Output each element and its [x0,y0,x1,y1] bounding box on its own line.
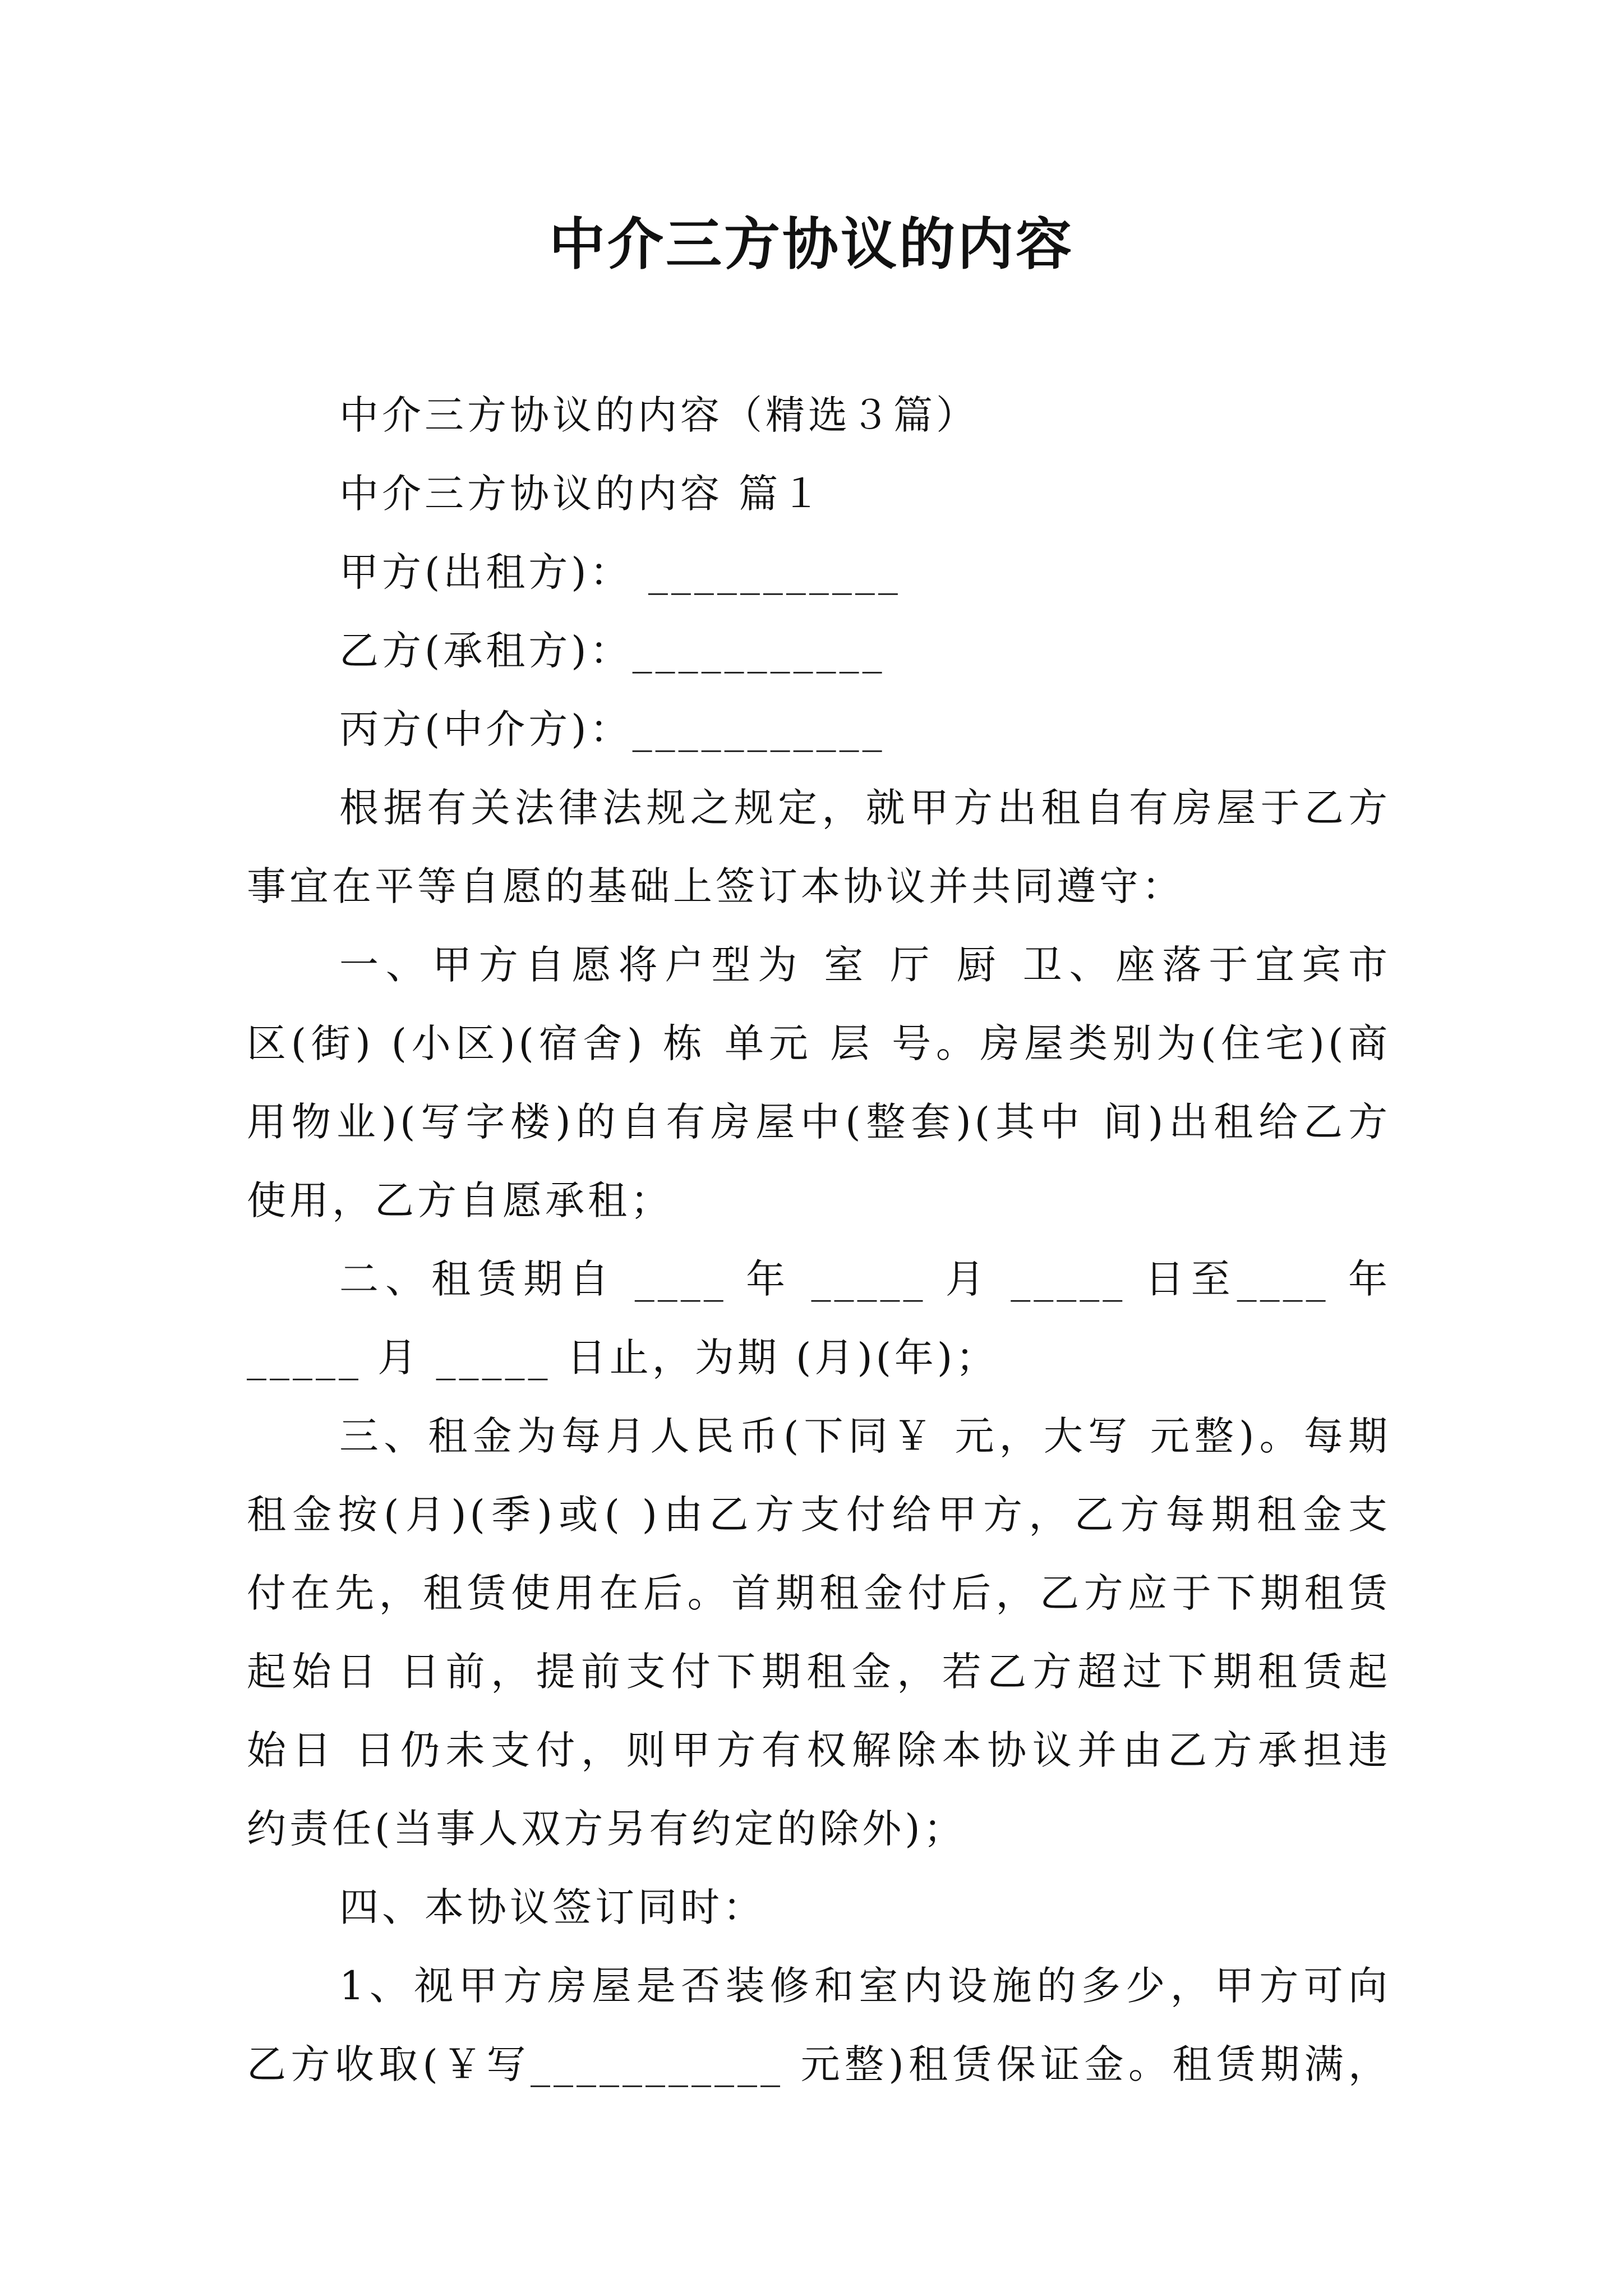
paragraph-line: 用物业)(写字楼)的自有房屋中(整套)(其中 间)出租给乙方 [247,1099,1391,1145]
paragraph-line: 一、甲方自愿将户型为 室 厅 厨 卫、座落于宜宾市 [339,942,1391,988]
paragraph-line: 起始日 日前，提前支付下期租金，若乙方超过下期租赁起 [247,1649,1391,1695]
paragraph-line: 始日 日仍未支付，则甲方有权解除本协议并由乙方承担违 [247,1727,1391,1773]
party-c-line: 丙方(中介方)：___________ [339,706,886,752]
paragraph-line: 约责任(当事人双方另有约定的除外)； [247,1806,966,1852]
paragraph-line: 使用，乙方自愿承租； [247,1177,673,1223]
paragraph-line: 区(街) (小区)(宿舍) 栋 单元 层 号。房屋类别为(住宅)(商 [247,1020,1391,1066]
section-heading: 中介三方协议的内容 篇１ [339,471,824,517]
paragraph-line: 三、租金为每月人民币(下同￥ 元，大写 元整)。每期 [339,1413,1391,1459]
subtitle-line: 中介三方协议的内容（精选３篇） [339,392,979,438]
paragraph-line: 四、本协议签订同时： [339,1884,766,1930]
paragraph-line: 二、租赁期自 ____ 年 _____ 月 _____ 日至____ 年 [339,1256,1391,1302]
party-b-line: 乙方(承租方)：___________ [339,628,886,674]
paragraph-line: 事宜在平等自愿的基础上签订本协议并共同遵守： [247,863,1184,909]
paragraph-line: 租金按(月)(季)或( )由乙方支付给甲方，乙方每期租金支 [247,1492,1391,1538]
paragraph-line: 乙方收取(￥写___________ 元整)租赁保证金。租赁期满， [247,2041,1391,2087]
paragraph-line: 根据有关法律法规之规定，就甲方出租自有房屋于乙方 [339,785,1391,831]
document-title: 中介三方协议的内容 [549,211,1074,277]
paragraph-line: 付在先，租赁使用在后。首期租金付后，乙方应于下期租赁 [247,1570,1391,1616]
paragraph-line: _____ 月 _____ 日止，为期 (月)(年)； [247,1335,999,1381]
party-a-line: 甲方(出租方)： ___________ [339,549,901,595]
paragraph-line: 1、视甲方房屋是否装修和室内设施的多少，甲方可向 [339,1963,1391,2009]
